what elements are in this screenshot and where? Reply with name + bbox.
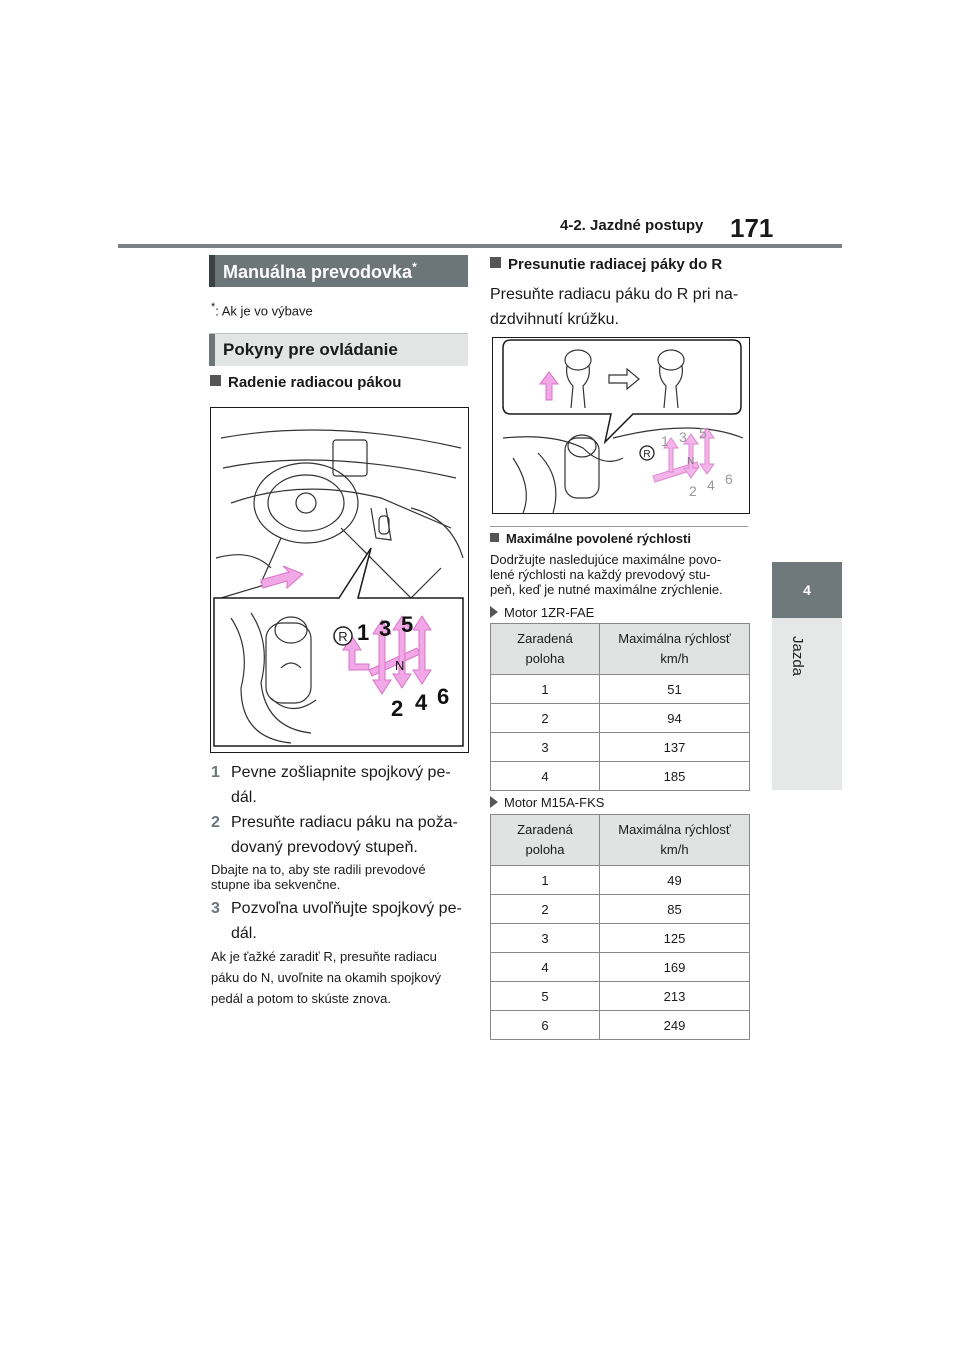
table-row [491, 1011, 750, 1040]
cell-speed: 169 [600, 953, 750, 982]
right-heading [490, 256, 722, 273]
cell-speed: 213 [600, 982, 750, 1011]
cell-gear: 5 [491, 982, 600, 1011]
reverse-gear-label-6: 6 [725, 471, 733, 487]
cell-gear: 1 [491, 866, 600, 895]
title-accent [209, 255, 215, 287]
note-reverse [211, 946, 471, 1009]
section-title-box [209, 255, 468, 287]
footnote [211, 301, 313, 318]
note-reverse-line-2: páku do N, uvoľnite na okamih spojkový [211, 970, 441, 985]
th-position-line-2: poloha [525, 651, 565, 666]
cell-gear: 6 [491, 1011, 600, 1040]
triangle-bullet-icon [490, 796, 498, 808]
reverse-figure [492, 337, 750, 514]
engine-1-label [490, 605, 594, 620]
th-position-line-1: Zaradená [517, 822, 573, 837]
triangle-bullet-icon [490, 606, 498, 618]
cell-speed: 137 [600, 733, 750, 762]
square-bullet-icon [210, 375, 221, 386]
table-row [491, 953, 750, 982]
engine-2-text: Motor M15A-FKS [504, 795, 605, 810]
note-reverse-line-3: pedál a potom to skúste znova. [211, 991, 391, 1006]
gear-label-1: 1 [357, 620, 370, 645]
gear-label-4: 4 [415, 690, 428, 715]
step-1-line-1: Pevne zošliapnite spojkový pe- [231, 764, 451, 781]
subsection-title-box [209, 333, 468, 366]
step-3 [211, 896, 471, 946]
note-sequential-line-1: Dbajte na to, aby ste radili prevodové [211, 862, 426, 877]
shift-pattern-diagram [211, 408, 468, 752]
cell-speed: 185 [600, 762, 750, 791]
step-1 [211, 760, 471, 810]
reverse-gear-label-r: R [643, 449, 651, 460]
gear-label-6: 6 [437, 684, 450, 709]
title-footnote-marker: * [412, 260, 417, 274]
cell-speed: 51 [600, 675, 750, 704]
gear-label-r: R [338, 629, 348, 644]
speed-table-m15a [490, 814, 750, 1040]
reverse-illustration [493, 338, 749, 513]
step-1-number: 1 [211, 764, 220, 781]
table-row [491, 982, 750, 1011]
th-speed-line-1: Maximálna rýchlosť [618, 631, 731, 646]
speeds-intro-line-1: Dodržujte nasledujúce maximálne povo- [490, 552, 722, 567]
speeds-intro [490, 552, 760, 597]
subsection-title: Pokyny pre ovládanie [223, 340, 398, 359]
step-1-line-2: dál. [231, 789, 257, 806]
cell-gear: 3 [491, 924, 600, 953]
running-header-section: 4-2. Jazdné postupy [560, 217, 704, 234]
left-heading-text: Radenie radiacou pákou [228, 374, 402, 391]
speed-table-1zr [490, 623, 750, 791]
reverse-instruction-line-2: dzdvihnutí krúžku. [490, 311, 619, 328]
th-position-line-2: poloha [525, 842, 565, 857]
right-heading-text: Presunutie radiacej páky do R [508, 256, 723, 273]
gear-label-2: 2 [391, 696, 404, 721]
square-bullet-icon [490, 533, 499, 542]
speeds-intro-line-2: lené rýchlosti na každý prevodový stu- [490, 567, 711, 582]
cell-gear: 3 [491, 733, 600, 762]
table-row [491, 675, 750, 704]
table-header-speed [600, 624, 750, 675]
reverse-instruction-line-1: Presuňte radiacu páku do R pri na- [490, 286, 739, 303]
table-row [491, 733, 750, 762]
engine-2-label [490, 795, 604, 810]
cell-speed: 49 [600, 866, 750, 895]
cell-gear: 4 [491, 953, 600, 982]
cell-gear: 2 [491, 704, 600, 733]
speeds-intro-line-3: peň, keď je nutné maximálne zrýchlenie. [490, 582, 723, 597]
cell-gear: 1 [491, 675, 600, 704]
gear-shift-figure [210, 407, 469, 753]
reverse-instruction [490, 282, 760, 332]
chapter-tab-label: Jazda [789, 636, 806, 677]
step-2-line-2: dovaný prevodový stupeň. [231, 839, 418, 856]
divider [490, 526, 748, 527]
table-header-speed [600, 815, 750, 866]
note-reverse-line-1: Ak je ťažké zaradiť R, presuňte radiacu [211, 949, 437, 964]
footnote-marker: * [211, 301, 216, 313]
left-heading [210, 374, 401, 391]
cell-speed: 94 [600, 704, 750, 733]
table-row [491, 895, 750, 924]
reverse-gear-label-2: 2 [689, 483, 697, 499]
table-row [491, 704, 750, 733]
section-title [223, 260, 417, 283]
reverse-gear-label-5: 5 [699, 425, 707, 441]
table-row [491, 866, 750, 895]
speeds-heading-text: Maximálne povolené rýchlosti [506, 531, 691, 546]
step-3-line-1: Pozvoľna uvoľňujte spojkový pe- [231, 900, 462, 917]
step-2-line-1: Presuňte radiacu páku na poža- [231, 814, 458, 831]
note-sequential-line-2: stupne iba sekvenčne. [211, 877, 341, 892]
engine-1-text: Motor 1ZR-FAE [504, 605, 595, 620]
table-row [491, 924, 750, 953]
reverse-gear-label-4: 4 [707, 477, 715, 493]
reverse-gear-label-n: N [687, 456, 695, 467]
step-3-number: 3 [211, 900, 220, 917]
reverse-gear-label-1: 1 [661, 433, 669, 449]
cell-gear: 4 [491, 762, 600, 791]
gear-label-3: 3 [379, 616, 392, 641]
cell-speed: 125 [600, 924, 750, 953]
th-speed-line-2: km/h [660, 842, 689, 857]
cell-gear: 2 [491, 895, 600, 924]
table-row [491, 762, 750, 791]
th-position-line-1: Zaradená [517, 631, 573, 646]
note-sequential [211, 862, 471, 892]
table-header-position [491, 815, 600, 866]
table-header-position [491, 624, 600, 675]
step-2 [211, 810, 471, 860]
gear-label-n: N [395, 658, 405, 673]
speeds-heading [490, 531, 691, 546]
square-bullet-icon [490, 257, 501, 268]
header-rule [118, 244, 842, 248]
gear-label-5: 5 [401, 612, 414, 637]
th-speed-line-2: km/h [660, 651, 689, 666]
subtitle-accent [209, 334, 215, 366]
step-2-number: 2 [211, 814, 220, 831]
footnote-text: : Ak je vo výbave [215, 303, 313, 319]
page-number: 171 [730, 213, 774, 243]
cell-speed: 249 [600, 1011, 750, 1040]
step-3-line-2: dál. [231, 925, 257, 942]
th-speed-line-1: Maximálna rýchlosť [618, 822, 731, 837]
cell-speed: 85 [600, 895, 750, 924]
section-title-text: Manuálna prevodovka [223, 262, 413, 282]
reverse-gear-label-3: 3 [679, 429, 687, 445]
chapter-tab-number: 4 [772, 562, 842, 618]
